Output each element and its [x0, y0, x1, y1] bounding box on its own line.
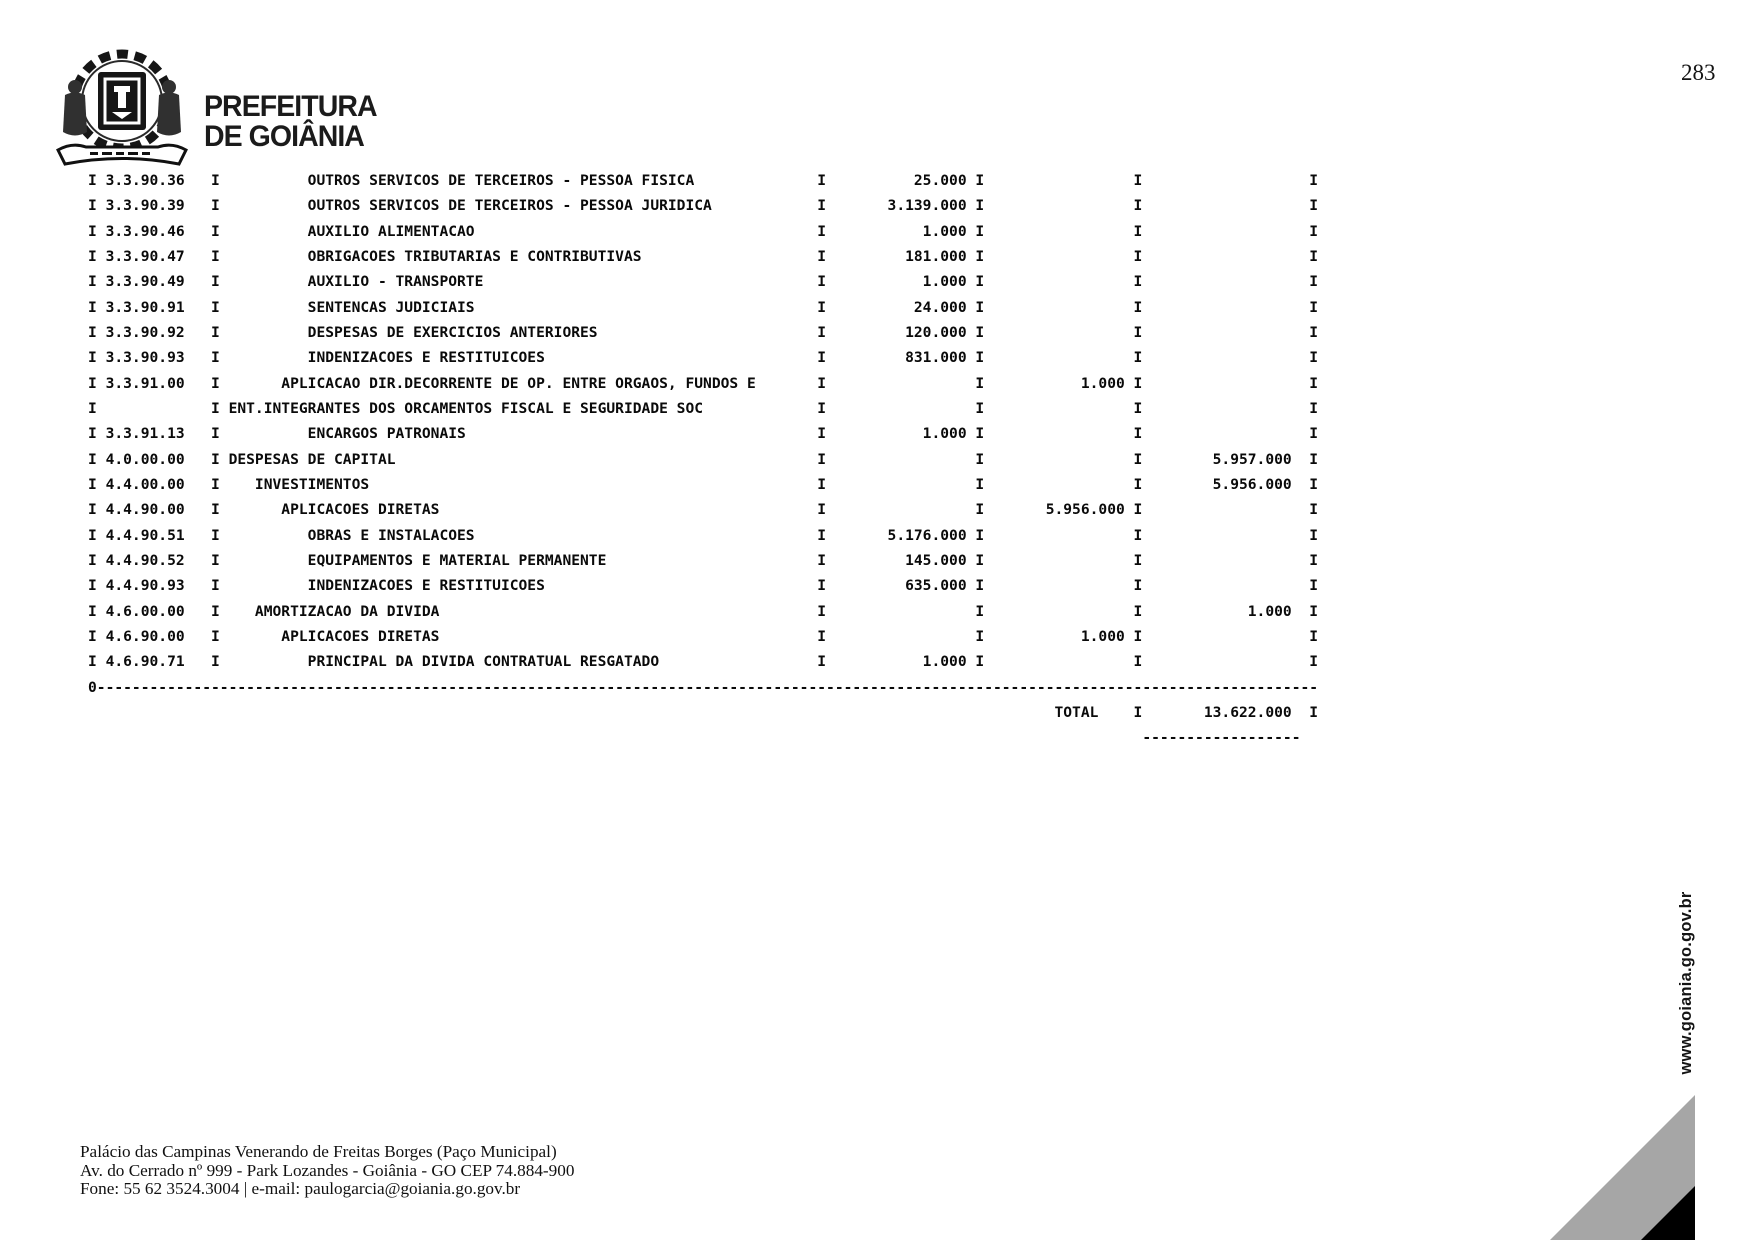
table-row: 0------------------------------------------------------------------------------------------------------------------------------------------- — [88, 678, 1319, 696]
table-row: ------------------ — [88, 729, 1319, 747]
table-row: I 3.3.91.13 I ENCARGOS PATRONAIS I 1.000 I I I — [88, 425, 1319, 443]
budget-table — [88, 168, 1318, 751]
table-row: I 3.3.90.92 I DESPESAS DE EXERCICIOS ANTERIORES I 120.000 I I I — [88, 323, 1319, 341]
emblem-banner — [58, 145, 186, 164]
footer-line-2: Av. do Cerrado nº 999 - Park Lozandes - Goiânia - GO CEP 74.884-900 — [80, 1160, 575, 1180]
table-row: I 4.6.00.00 I AMORTIZACAO DA DIVIDA I I I 1.000 I — [88, 602, 1319, 620]
goiania-coat-of-arms-icon — [52, 46, 192, 174]
table-row: I 3.3.90.39 I OUTROS SERVICOS DE TERCEIROS - PESSOA JURIDICA I 3.139.000 I I I — [88, 197, 1319, 215]
footer-line-3: Fone: 55 62 3524.3004 | e-mail: paulogarcia@goiania.go.gov.br — [80, 1179, 521, 1199]
logo-wordmark — [204, 92, 377, 152]
logo-line-1: PREFEITURA — [204, 90, 377, 123]
table-row: I 3.3.90.91 I SENTENCAS JUDICIAIS I 24.000 I I I — [88, 298, 1319, 316]
table-row: I 4.6.90.00 I APLICACOES DIRETAS I I 1.000 I I — [88, 627, 1319, 645]
footer-line-1: Palácio das Campinas Venerando de Freitas Borges (Paço Municipal) — [80, 1142, 557, 1161]
corner-triangle-decoration — [1550, 1095, 1695, 1240]
table-row: I I ENT.INTEGRANTES DOS ORCAMENTOS FISCAL E SEGURIDADE SOC I I I I — [88, 399, 1319, 417]
table-row: I 4.0.00.00 I DESPESAS DE CAPITAL I I I 5.957.000 I — [88, 450, 1319, 468]
table-row: I 4.4.90.93 I INDENIZACOES E RESTITUICOES I 635.000 I I I — [88, 577, 1319, 595]
table-row: I 3.3.90.47 I OBRIGACOES TRIBUTARIAS E CONTRIBUTIVAS I 181.000 I I I — [88, 247, 1319, 265]
table-row: I 4.4.00.00 I INVESTIMENTOS I I I 5.956.000 I — [88, 475, 1319, 493]
table-row: I 3.3.90.93 I INDENIZACOES E RESTITUICOES I 831.000 I I I — [88, 349, 1319, 367]
table-row: I 4.6.90.71 I PRINCIPAL DA DIVIDA CONTRATUAL RESGATADO I 1.000 I I I — [88, 653, 1319, 671]
table-row: TOTAL I 13.622.000 I — [88, 703, 1319, 721]
table-row: I 4.4.90.52 I EQUIPAMENTOS E MATERIAL PERMANENTE I 145.000 I I I — [88, 551, 1319, 569]
table-row: I 4.4.90.00 I APLICACOES DIRETAS I I 5.956.000 I I — [88, 501, 1319, 519]
table-row: I 3.3.90.46 I AUXILIO ALIMENTACAO I 1.000 I I I — [88, 222, 1319, 240]
page-number: 283 — [1681, 60, 1716, 85]
footer-address — [80, 1143, 574, 1199]
table-row: I 3.3.90.49 I AUXILIO - TRANSPORTE I 1.000 I I I — [88, 273, 1319, 291]
logo-line-2: DE GOIÂNIA — [204, 120, 364, 153]
emblem-shield — [98, 72, 146, 130]
table-row: I 3.3.91.00 I APLICACAO DIR.DECORRENTE DE OP. ENTRE ORGAOS, FUNDOS E I I 1.000 I I — [88, 374, 1319, 392]
table-row: I 3.3.90.36 I OUTROS SERVICOS DE TERCEIROS - PESSOA FISICA I 25.000 I I I — [88, 172, 1319, 189]
table-row: I 4.4.90.51 I OBRAS E INSTALACOES I 5.176.000 I I I — [88, 526, 1319, 544]
website-url-vertical: www.goiania.go.gov.br — [1677, 891, 1695, 1075]
